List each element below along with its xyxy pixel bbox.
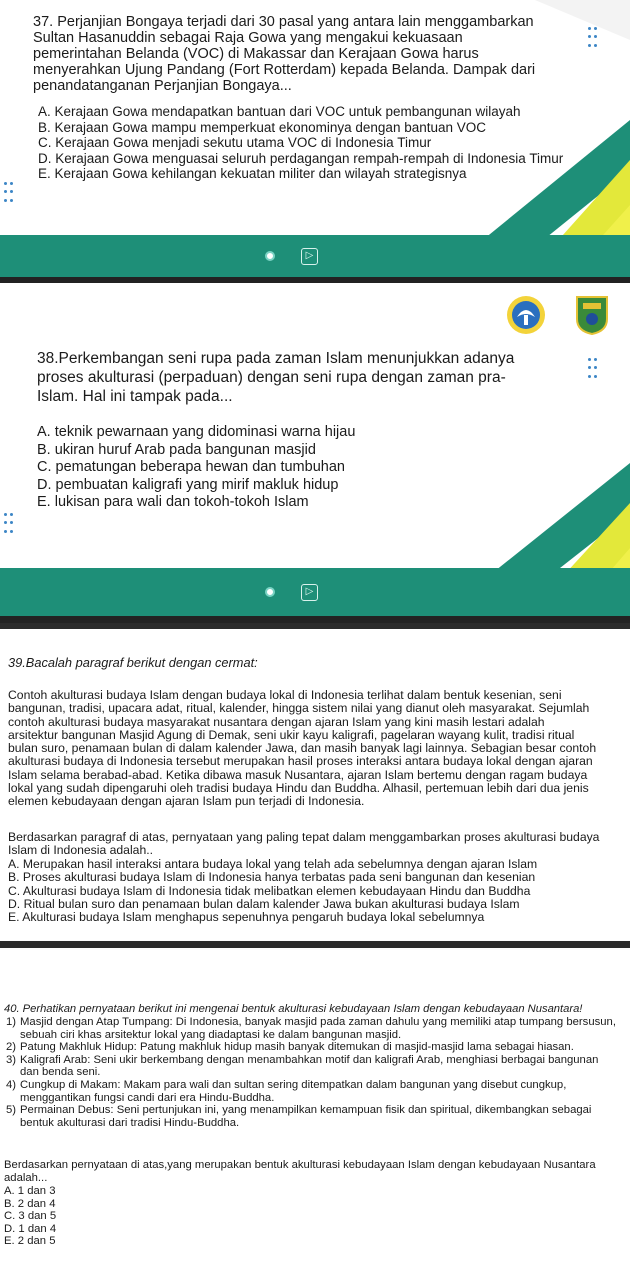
drag-handle-icon[interactable] bbox=[4, 182, 14, 204]
question-40-statements bbox=[6, 1016, 620, 1129]
question-40-options bbox=[4, 1185, 204, 1248]
option-c[interactable]: C. 3 dan 5 bbox=[4, 1210, 57, 1223]
question-37-card bbox=[0, 0, 630, 283]
option-b[interactable]: B. Kerajaan Gowa mampu memperkuat ekonominya dengan bantuan VOC bbox=[38, 119, 487, 135]
option-c[interactable]: C. Akulturasi budaya Islam di Indonesia tidak melibatkan elemen kebudayaan Hindu dan Buddha bbox=[8, 883, 531, 898]
option-a[interactable]: A. teknik pewarnaan yang didominasi warna hijau bbox=[37, 424, 356, 440]
option-c[interactable]: C. pematungan beberapa hewan dan tumbuhan bbox=[37, 459, 345, 475]
question-40-block bbox=[0, 941, 630, 1264]
question-38-options bbox=[37, 424, 477, 512]
question-39-options bbox=[8, 858, 608, 924]
option-a[interactable]: A. 1 dan 3 bbox=[4, 1185, 56, 1197]
question-40-heading: 40. Perhatikan pernyataan berikut ini mengenai bentuk akulturasi kebudayaan Islam dengan kebudayaan Nusantara! bbox=[4, 1003, 583, 1015]
question-37-options bbox=[38, 104, 598, 182]
question-39-question: Berdasarkan paragraf di atas, pernyataan yang paling tepat dalam menggambarkan proses akulturasi budaya Islam di Indonesia adalah.. bbox=[8, 830, 600, 858]
play-icon[interactable]: ▷ bbox=[301, 584, 318, 601]
question-38-text: 38.Perkembangan seni rupa pada zaman Islam menunjukkan adanya proses akulturasi (perpaduan) dengan seni rupa dengan zaman pra-Islam. Hal ini tampak pada... bbox=[37, 350, 515, 405]
option-e[interactable]: E. Kerajaan Gowa kehilangan kekuatan militer dan wilayah strategisnya bbox=[38, 166, 467, 181]
record-icon[interactable] bbox=[265, 587, 275, 597]
question-39-paragraph: Contoh akulturasi budaya Islam dengan budaya lokal di Indonesia terlihat dalam bentuk kesenian, seni bangunan, tradisi, upacara adat, ritual, kalender, hingga sistem nilai yang dianut oleh masyarakat. Sejumlah contoh akulturasi budaya masyarakat nusantara dengan ajaran Islam yang kini masih lestari adalah arsitektur bangunan Masjid Agung di Demak, seni ukir kayu kaligrafi, pagelaran wayang kulit, tradisi ritual bulan suro, penamaan bulan di dalam kalender Jawa, dan masih banyak lagi lainnya. Sebagian besar contoh akulturasi budaya di Indonesia tersebut merupakan hasil proses interaksi antara budaya lokal dengan ajaran Islam selama berabad-abad. Ketika dibawa masuk Nusantara, ajaran Islam bertemu dengan ragam budaya lokal yang sudah dipengaruhi oleh tradisi budaya Hindu dan Buddha. Alhasil, pertemuan lebih dari dua jenis elemen kebudayaan dengan ajaran Islam pun terjadi di Indonesia. bbox=[8, 688, 597, 809]
statement-item: 5) Permainan Debus: Seni pertunjukan ini, yang menampilkan kemampuan fisik dan spiritual, dikembangkan sebagai bentuk akulturasi dari tradisi Hindu-Buddha. bbox=[6, 1104, 592, 1129]
question-38-card bbox=[0, 283, 630, 623]
drag-handle-icon[interactable] bbox=[4, 513, 14, 535]
option-d[interactable]: D. 1 dan 4 bbox=[4, 1222, 57, 1235]
option-b[interactable]: B. 2 dan 4 bbox=[4, 1197, 56, 1210]
answer-toolbar bbox=[0, 568, 630, 616]
divider bbox=[0, 616, 630, 623]
option-e[interactable]: E. lukisan para wali dan tokoh-tokoh Islam bbox=[37, 494, 309, 510]
record-icon[interactable] bbox=[265, 251, 275, 261]
option-b[interactable]: B. Proses akulturasi budaya Islam di Indonesia hanya terbatas pada seni bangunan dan kesenian bbox=[8, 870, 536, 885]
statement-item: 4) Cungkup di Makam: Makam para wali dan sultan sering ditempatkan dalam bangunan yang disebut cungkup, menggantikan fungsi candi dari era Hindu-Buddha. bbox=[6, 1078, 567, 1104]
option-d[interactable]: D. Ritual bulan suro dan penamaan bulan dalam kalender Jawa bukan akulturasi budaya Islam bbox=[8, 896, 520, 911]
play-icon[interactable]: ▷ bbox=[301, 248, 318, 265]
question-39-block bbox=[0, 623, 630, 947]
option-e[interactable]: E. Akulturasi budaya Islam menghapus sepenuhnya pengaruh budaya lokal sebelumnya bbox=[8, 910, 485, 925]
answer-toolbar bbox=[0, 235, 630, 277]
drag-handle-icon[interactable] bbox=[588, 27, 598, 49]
option-d[interactable]: D. Kerajaan Gowa menguasai seluruh perdagangan rempah-rempah di Indonesia Timur bbox=[38, 150, 564, 166]
statement-item: 1) Masjid dengan Atap Tumpang: Di Indonesia, banyak masjid pada zaman dahulu yang memiliki atap tumpang bersusun, sebuah ciri khas arsitektur lokal yang diadaptasi ke dalam bangunan masjid. bbox=[6, 1016, 616, 1041]
regional-emblem-logo bbox=[574, 295, 610, 335]
question-39-heading: 39.Bacalah paragraf berikut dengan cermat: bbox=[8, 655, 258, 670]
tut-wuri-handayani-logo bbox=[506, 295, 546, 335]
question-40-question: Berdasarkan pernyataan di atas,yang merupakan bentuk akulturasi kebudayaan Islam dengan kebudayaan Nusantara adalah... bbox=[4, 1159, 596, 1184]
option-a[interactable]: A. Merupakan hasil interaksi antara budaya lokal yang telah ada sebelumnya dengan ajaran Islam bbox=[8, 857, 538, 871]
option-d[interactable]: D. pembuatan kaligrafi yang mirif makluk hidup bbox=[37, 476, 339, 493]
statement-item: 3) Kaligrafi Arab: Seni ukir berkembang dengan menambahkan motif dan kaligrafi Arab, menghiasi berbagai bangunan dan benda seni. bbox=[6, 1053, 599, 1079]
question-37-text: 37. Perjanjian Bongaya terjadi dari 30 pasal yang antara lain menggambarkan Sultan Hasanuddin sebagai Raja Gowa yang mengakui kekuasaan pemerintahan Belanda (VOC) di Makassar dan Kerajaan Gowa harus menyerahkan Ujung Pandang (Fort Rotterdam) kepada Belanda. Dampak dari penandatanganan Perjanjian Bongaya... bbox=[33, 14, 536, 94]
option-c[interactable]: C. Kerajaan Gowa menjadi sekutu utama VOC di Indonesia Timur bbox=[38, 135, 432, 150]
drag-handle-icon[interactable] bbox=[588, 358, 598, 380]
statement-item: 2) Patung Makhluk Hidup: Patung makhluk hidup masih banyak ditemukan di masjid-masjid lama sebagai hiasan. bbox=[6, 1041, 574, 1054]
option-a[interactable]: A. Kerajaan Gowa mendapatkan bantuan dari VOC untuk pembangunan wilayah bbox=[38, 104, 521, 119]
option-e[interactable]: E. 2 dan 5 bbox=[4, 1235, 56, 1248]
option-b[interactable]: B. ukiran huruf Arab pada bangunan masjid bbox=[37, 441, 316, 458]
